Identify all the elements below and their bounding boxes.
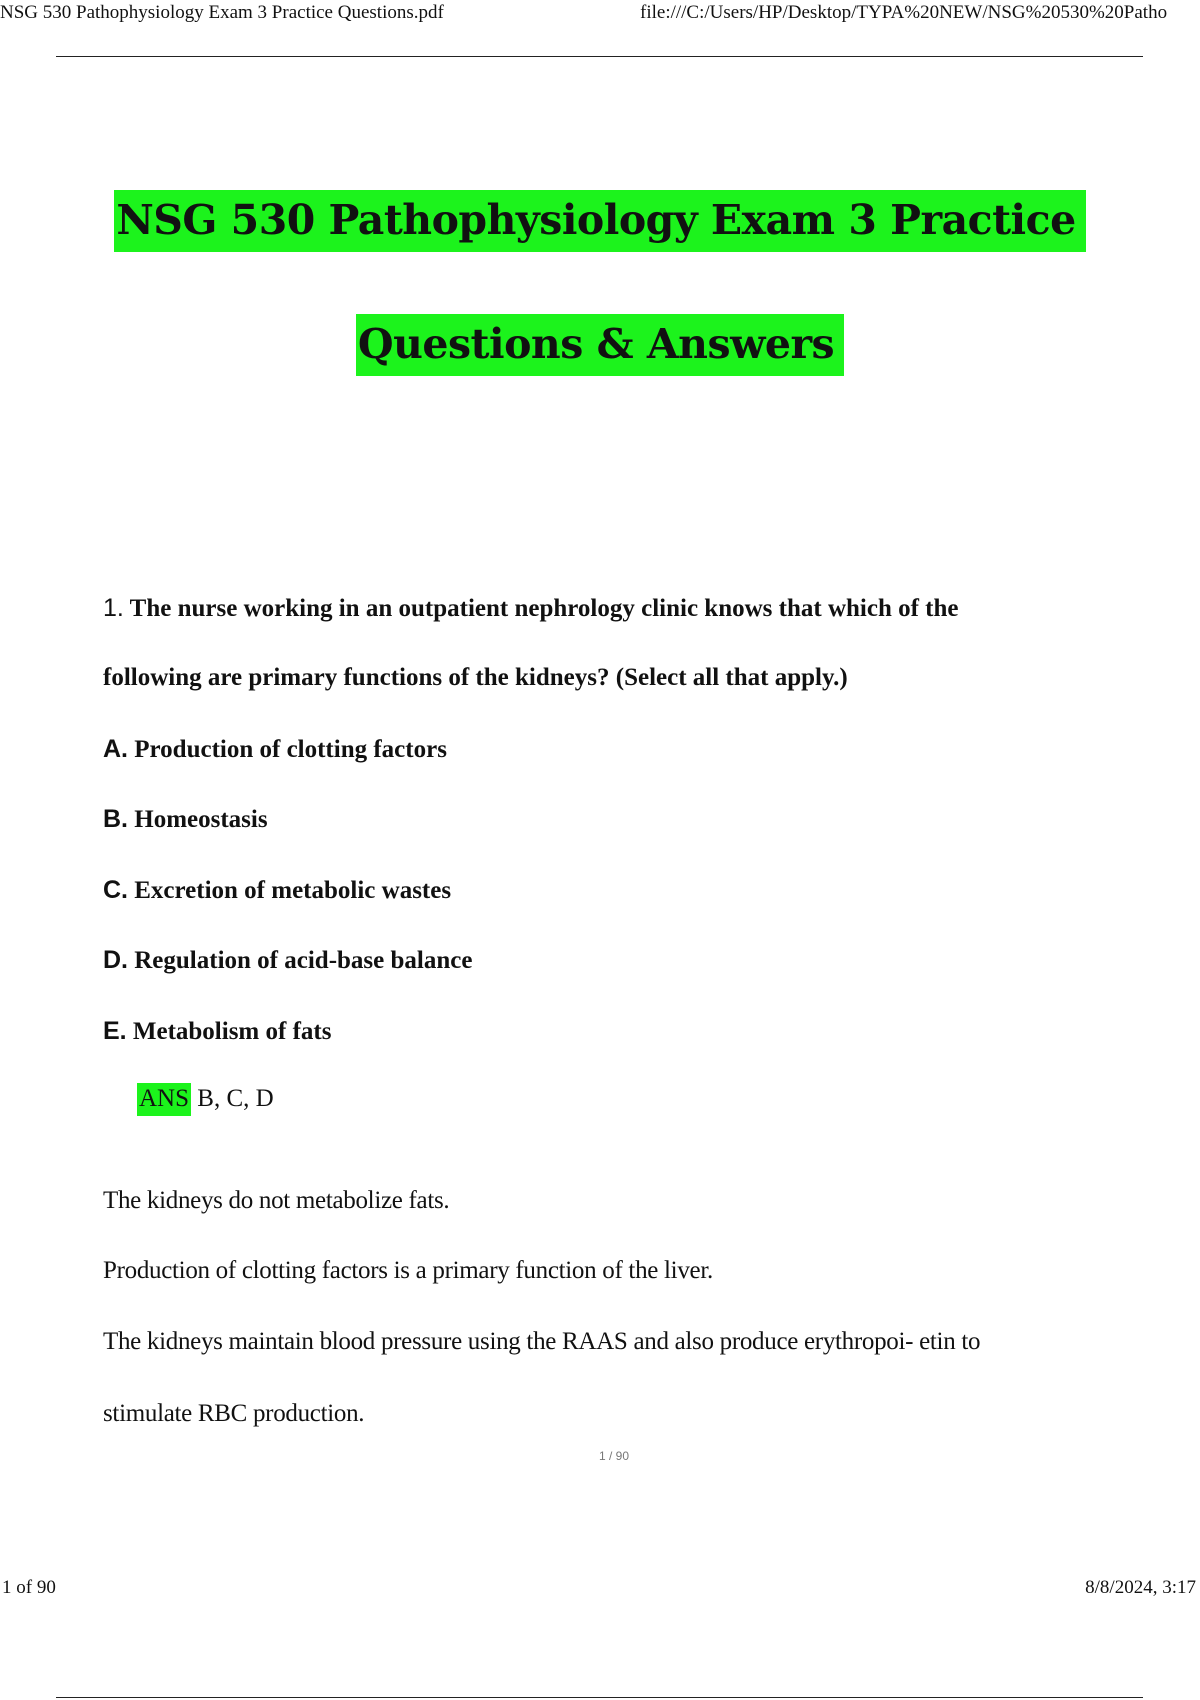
print-header-url: file:///C:/Users/HP/Desktop/TYPA%20NEW/NSG%20530%20Patho [640,2,1168,23]
print-header-title: NSG 530 Pathophysiology Exam 3 Practice Questions.pdf [0,2,444,23]
option-text: Homeostasis [134,806,268,833]
document-title-line-1 [0,196,1200,244]
explanation-line-2: Production of clotting factors is a primary function of the liver. [103,1257,713,1284]
answer-value: B, C, D [197,1085,274,1112]
option-letter: B. [103,805,128,833]
explanation-line-3: The kidneys maintain blood pressure using the RAAS and also produce erythropoi- etin to [103,1328,981,1355]
option-text: Production of clotting factors [134,736,447,763]
answer-line [137,1085,274,1113]
option-a [103,735,447,764]
explanation-line-4: stimulate RBC production. [103,1400,365,1427]
explanation-line-1: The kidneys do not metabolize fats. [103,1187,450,1214]
option-text: Regulation of acid-base balance [134,947,473,974]
title-highlight-1: NSG 530 Pathophysiology Exam 3 Practice [114,190,1085,252]
option-letter: A. [103,735,128,763]
option-text: Excretion of metabolic wastes [134,877,452,904]
print-footer-page-count: 1 of 90 [2,1577,56,1598]
option-b [103,805,268,834]
question-line-2: following are primary functions of the kidneys? (Select all that apply.) [103,664,848,691]
print-footer-timestamp: 8/8/2024, 3:17 [1085,1577,1196,1598]
option-letter: E. [103,1017,127,1045]
answer-label: ANS [137,1083,191,1116]
option-e [103,1017,331,1046]
option-c [103,876,451,905]
title-highlight-2: Questions & Answers [356,314,844,376]
question-line-1 [103,594,959,623]
question-text-1: The nurse working in an outpatient nephrology clinic knows that which of the [129,595,959,622]
option-d [103,946,472,975]
document-title-line-2 [0,320,1200,368]
page-indicator: 1 / 90 [598,1449,630,1463]
option-letter: D. [103,946,128,974]
question-number: 1. [103,594,124,622]
option-letter: C. [103,876,128,904]
header-divider [56,56,1143,57]
footer-divider [56,1697,1143,1698]
option-text: Metabolism of fats [132,1018,332,1045]
